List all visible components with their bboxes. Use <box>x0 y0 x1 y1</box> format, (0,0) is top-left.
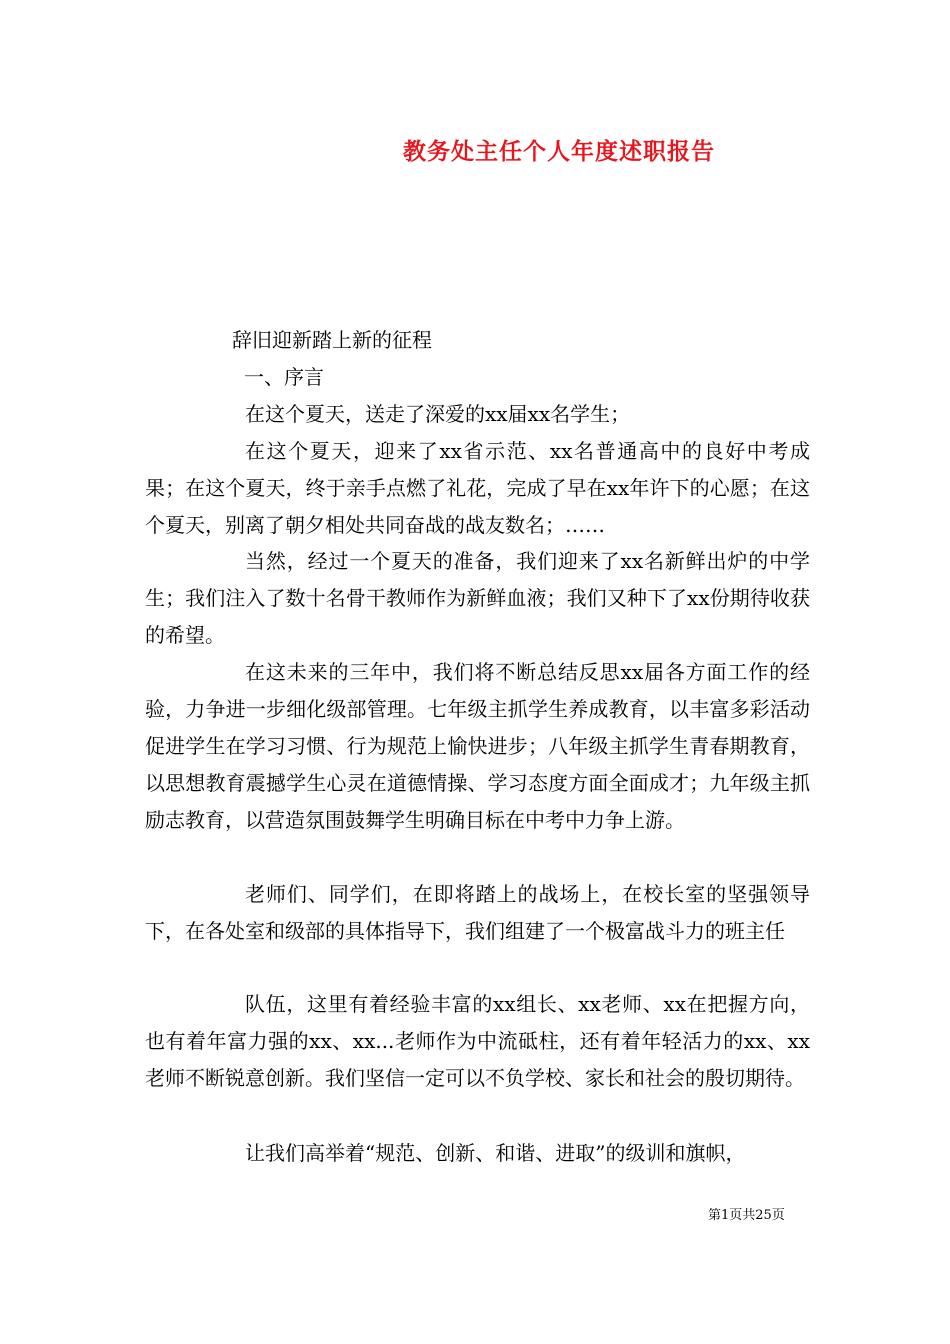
paragraph-text: 在这个夏天，迎来了xx省示范、xx名普通高中的良好中考成果；在这个夏天，终于亲手点燃了礼花，完成了早在xx年许下的心愿；在这个夏天，别离了朝夕相处共同奋战的战友数名；…… <box>145 439 810 537</box>
paragraph-text: 当然，经过一个夏天的准备，我们迎来了xx名新鲜出炉的中学生；我们注入了数十名骨干教师作为新鲜血液；我们又种下了xx份期待收获的希望。 <box>145 549 810 647</box>
paragraph <box>145 396 810 433</box>
paragraph <box>145 543 810 654</box>
paragraph-text: 老师们、同学们，在即将踏上的战场上，在校长室的坚强领导下，在各处室和级部的具体指导下，我们组建了一个极富战斗力的班主任 <box>145 882 810 943</box>
paragraph-text: 让我们高举着“规范、创新、和谐、进取”的级训和旗帜， <box>245 1141 746 1165</box>
paragraph-text: 队伍，这里有着经验丰富的xx组长、xx老师、xx在把握方向，也有着年富力强的xx、xx...老师作为中流砥柱，还有着年轻活力的xx、xx老师不断锐意创新。我们坚信一定可以不负学校、家长和社会的殷切期待。 <box>145 992 810 1090</box>
paragraph <box>145 654 810 839</box>
paragraph <box>145 986 810 1097</box>
paragraph <box>145 876 810 950</box>
page-title: 教务处主任个人年度述职报告 <box>403 138 715 165</box>
section-heading: 一、序言 <box>244 365 324 389</box>
paragraph <box>145 1135 825 1172</box>
page-number-footer: 第1页共25页 <box>708 1208 785 1223</box>
paragraph-text: 在这个夏天，送走了深爱的xx届xx名学生； <box>245 402 631 426</box>
paragraph-text: 在这未来的三年中，我们将不断总结反思xx届各方面工作的经验，力争进一步细化级部管理。七年级主抓学生养成教育，以丰富多彩活动促进学生在学习习惯、行为规范上愉快进步；八年级主抓学生青春期教育，以思想教育震撼学生心灵在道德情操、学习态度方面全面成才；九年级主抓励志教育，以营造氛围鼓舞学生明确目标在中考中力争上游。 <box>145 660 810 832</box>
paragraph <box>145 433 810 544</box>
subtitle: 辞旧迎新踏上新的征程 <box>232 328 432 352</box>
